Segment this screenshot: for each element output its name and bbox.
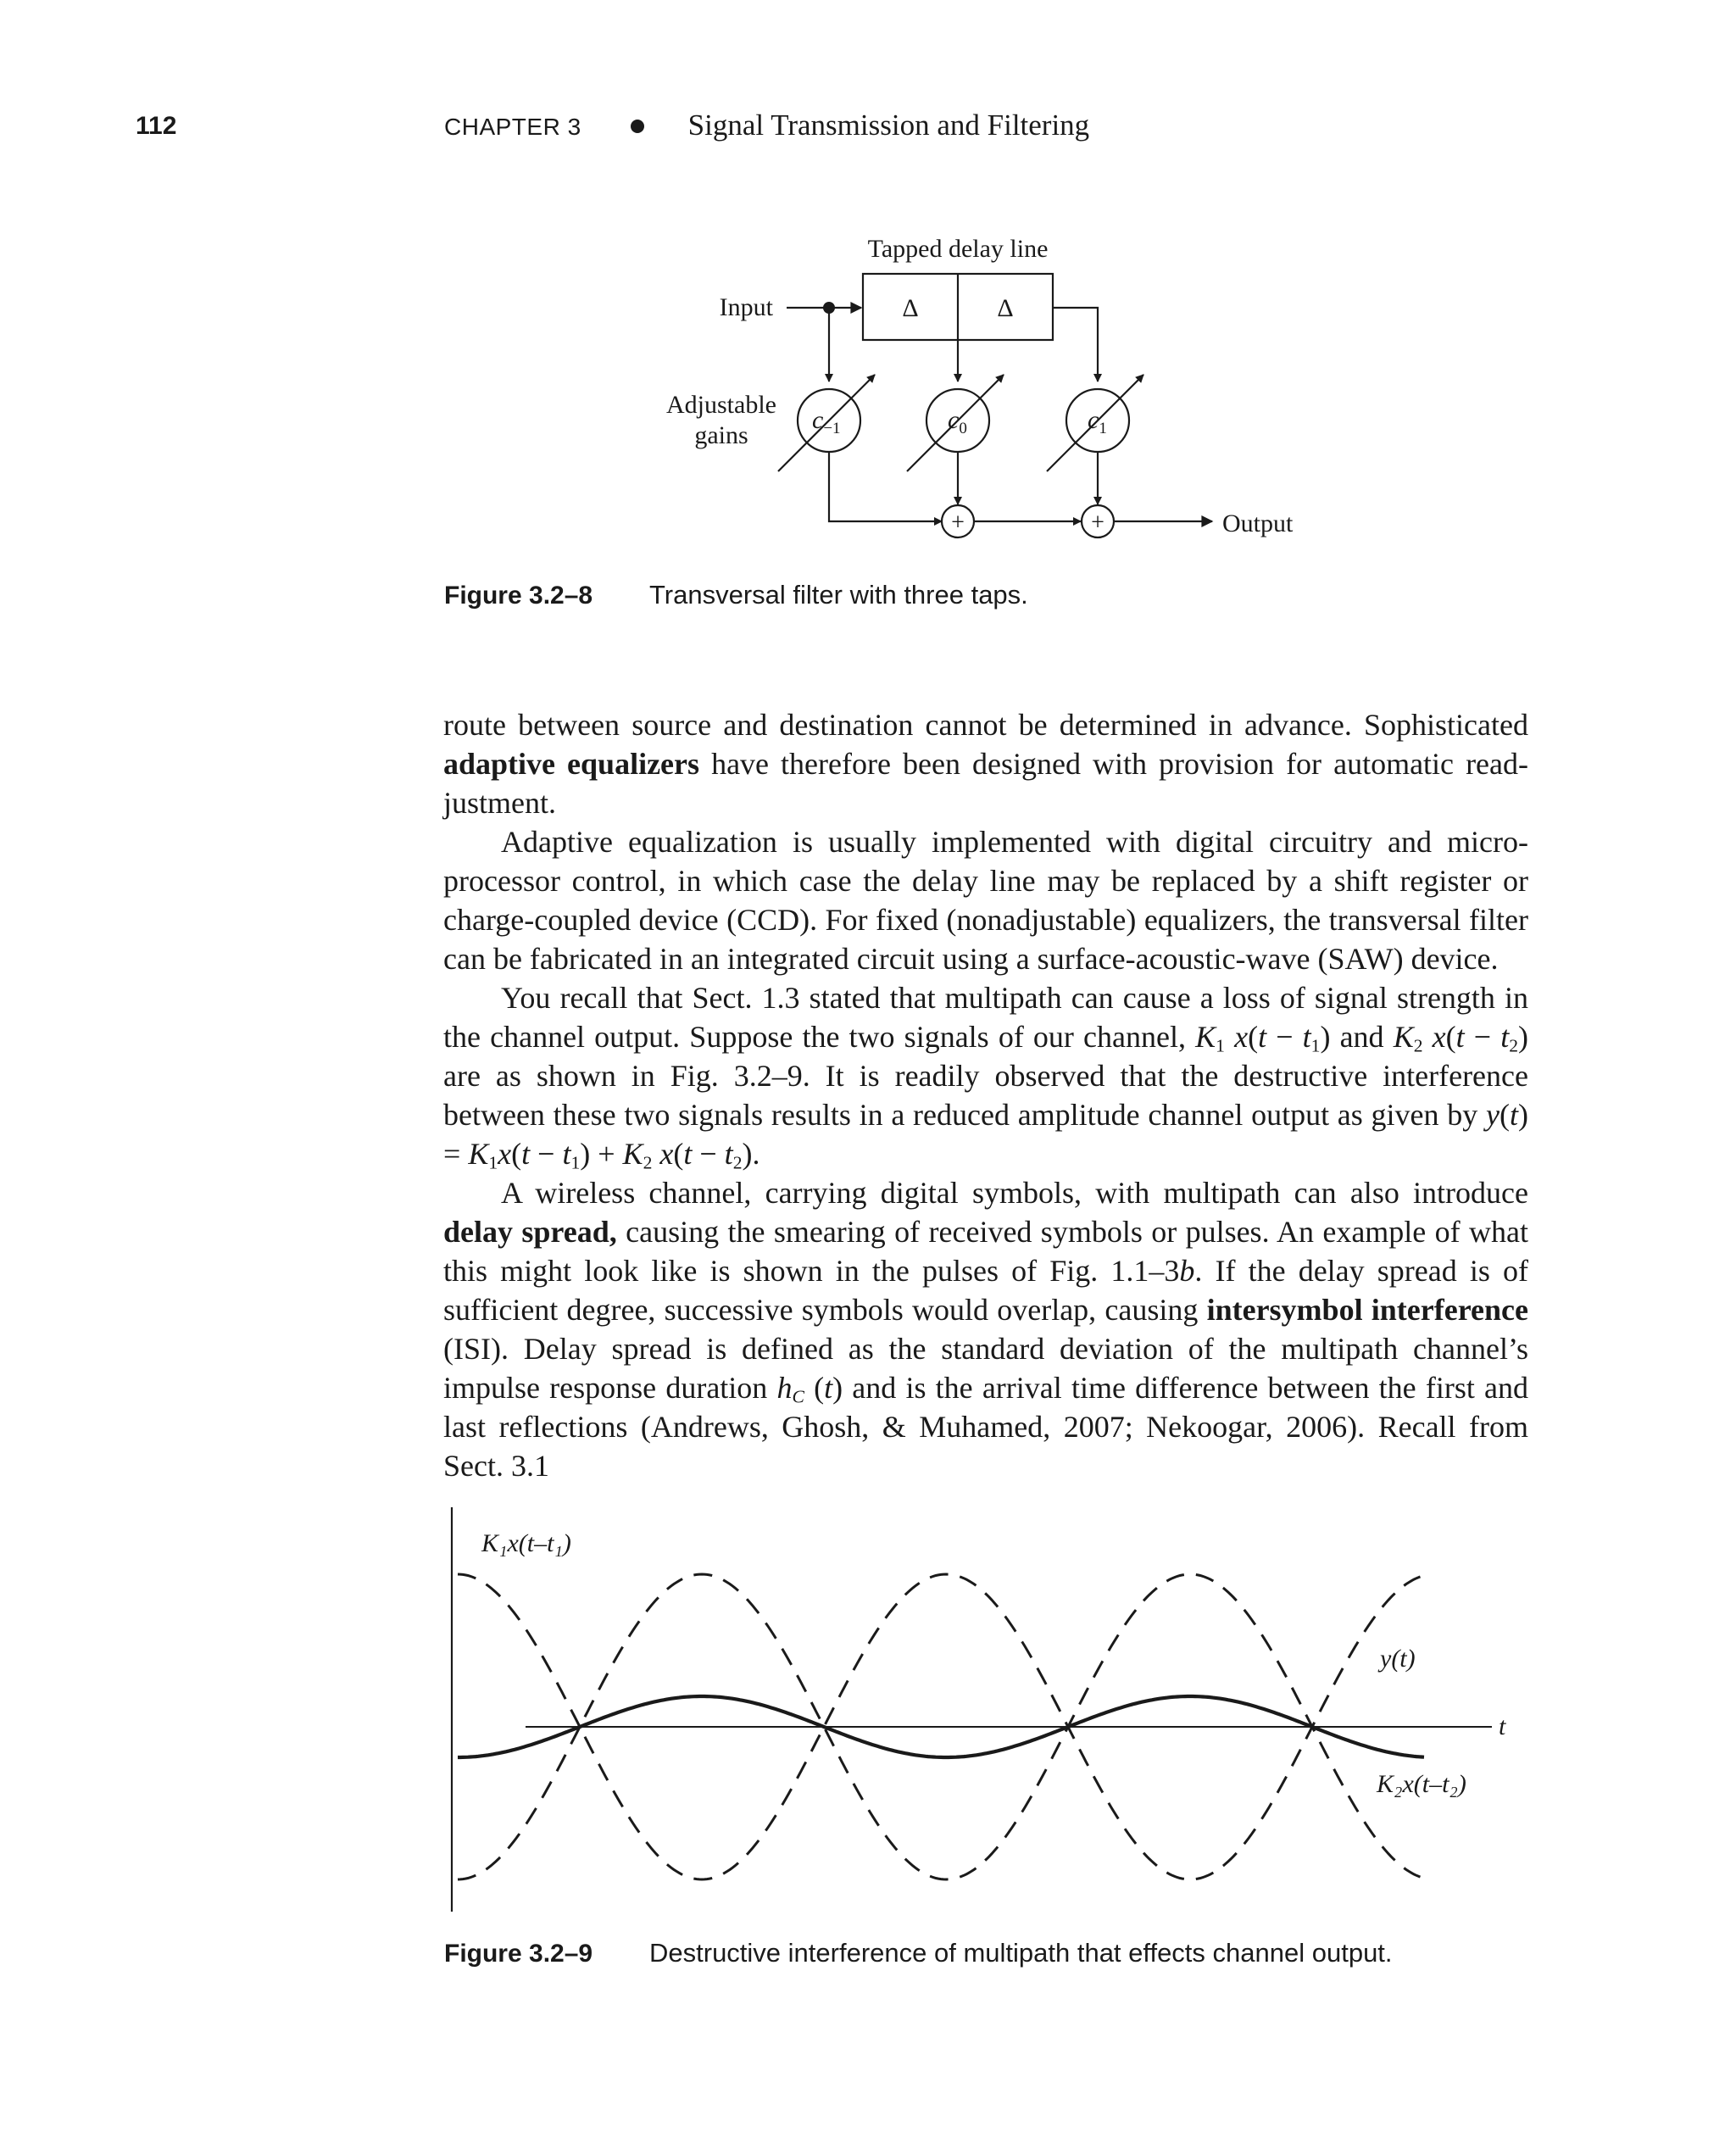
page-number: 112 [136,112,177,140]
gains-label: gains [694,421,748,449]
delay-symbol-1: Δ [902,294,919,322]
t-axis-label: t [1499,1712,1506,1740]
y-label: y(t) [1380,1645,1416,1673]
delay-symbol-2: Δ [997,294,1014,322]
summer-1-plus: + [951,509,965,536]
section-title: Signal Transmission and Filtering [687,109,1090,142]
caption-text: Transversal filter with three taps. [649,580,1028,610]
chapter-label: CHAPTER 3 [444,114,581,140]
gain-label-c-1: $c_{-1}$ [812,406,841,437]
paragraph-1: route between source and destination cannot be determined in advance. Sophisticated adaptive equalizers have therefore been designed with provision for automatic readjustment. [443,708,1529,820]
gain-label-c0: $c_0$ [948,406,967,437]
summer-2-plus: + [1091,509,1104,536]
figure-3-2-9-caption [444,1938,1393,1968]
figure-label: Figure 3.2–8 [444,582,593,610]
figure-label: Figure 3.2–9 [444,1940,593,1968]
output-label: Output [1222,509,1294,537]
input-label: Input [719,293,773,321]
k2-label: K₂x(t–t₂) [1377,1770,1466,1798]
paragraph-2: Adaptive equalization is usually implemented with digital circuitry and microprocessor control, in which case the delay line may be replaced by a shift register or charge-coupled device (CCD). For fixed (nonadjustable) equalizers, the transversal filter can be fabricated in an integrated circuit using a surface-acoustic-wave (SAW) device. [443,825,1528,976]
paragraph-4: A wireless channel, carrying digital symbols, with multipath can also introduce delay spread, causing the smearing of received symbols or pulses. An example of what this might look like is shown in the pulses of Fig. 1.1–3b. If the delay spread is of sufficient degree, successive symbols would overlap, causing intersymbol interference (ISI). Delay spread is defined as the standard deviation of the multipath channel’s impulse response duration $h_C$ (t) and is the arrival time difference between the first and last reflections (Andrews, Ghosh, & Muhamed, 2007; Nekoogar, 2006). Recall from Sect. 3.1 [443,1176,1528,1483]
gain-label-c1: $c_1$ [1088,406,1107,437]
paragraph-3: You recall that Sect. 1.3 stated that multipath can cause a loss of signal strength in the channel output. Suppose the two signals of our channel, $K_1$ $x(t - t_1)$ and $K_2$ $x(t - t_2)$ are as shown in Fig. 3.2–9. It is readily observed that the destructive interference between these two signals results in a reduced amplitude channel output as given by $y(t) = K_1x(t - t_1) + K_2$ $x(t - t_2)$. [443,981,1529,1173]
adjustable-label: Adjustable [666,391,776,419]
k1-label: K₁x(t–t₁) [481,1529,571,1557]
caption-text: Destructive interference of multipath that effects channel output. [649,1938,1393,1968]
tapped-delay-line-label: Tapped delay line [867,235,1049,263]
